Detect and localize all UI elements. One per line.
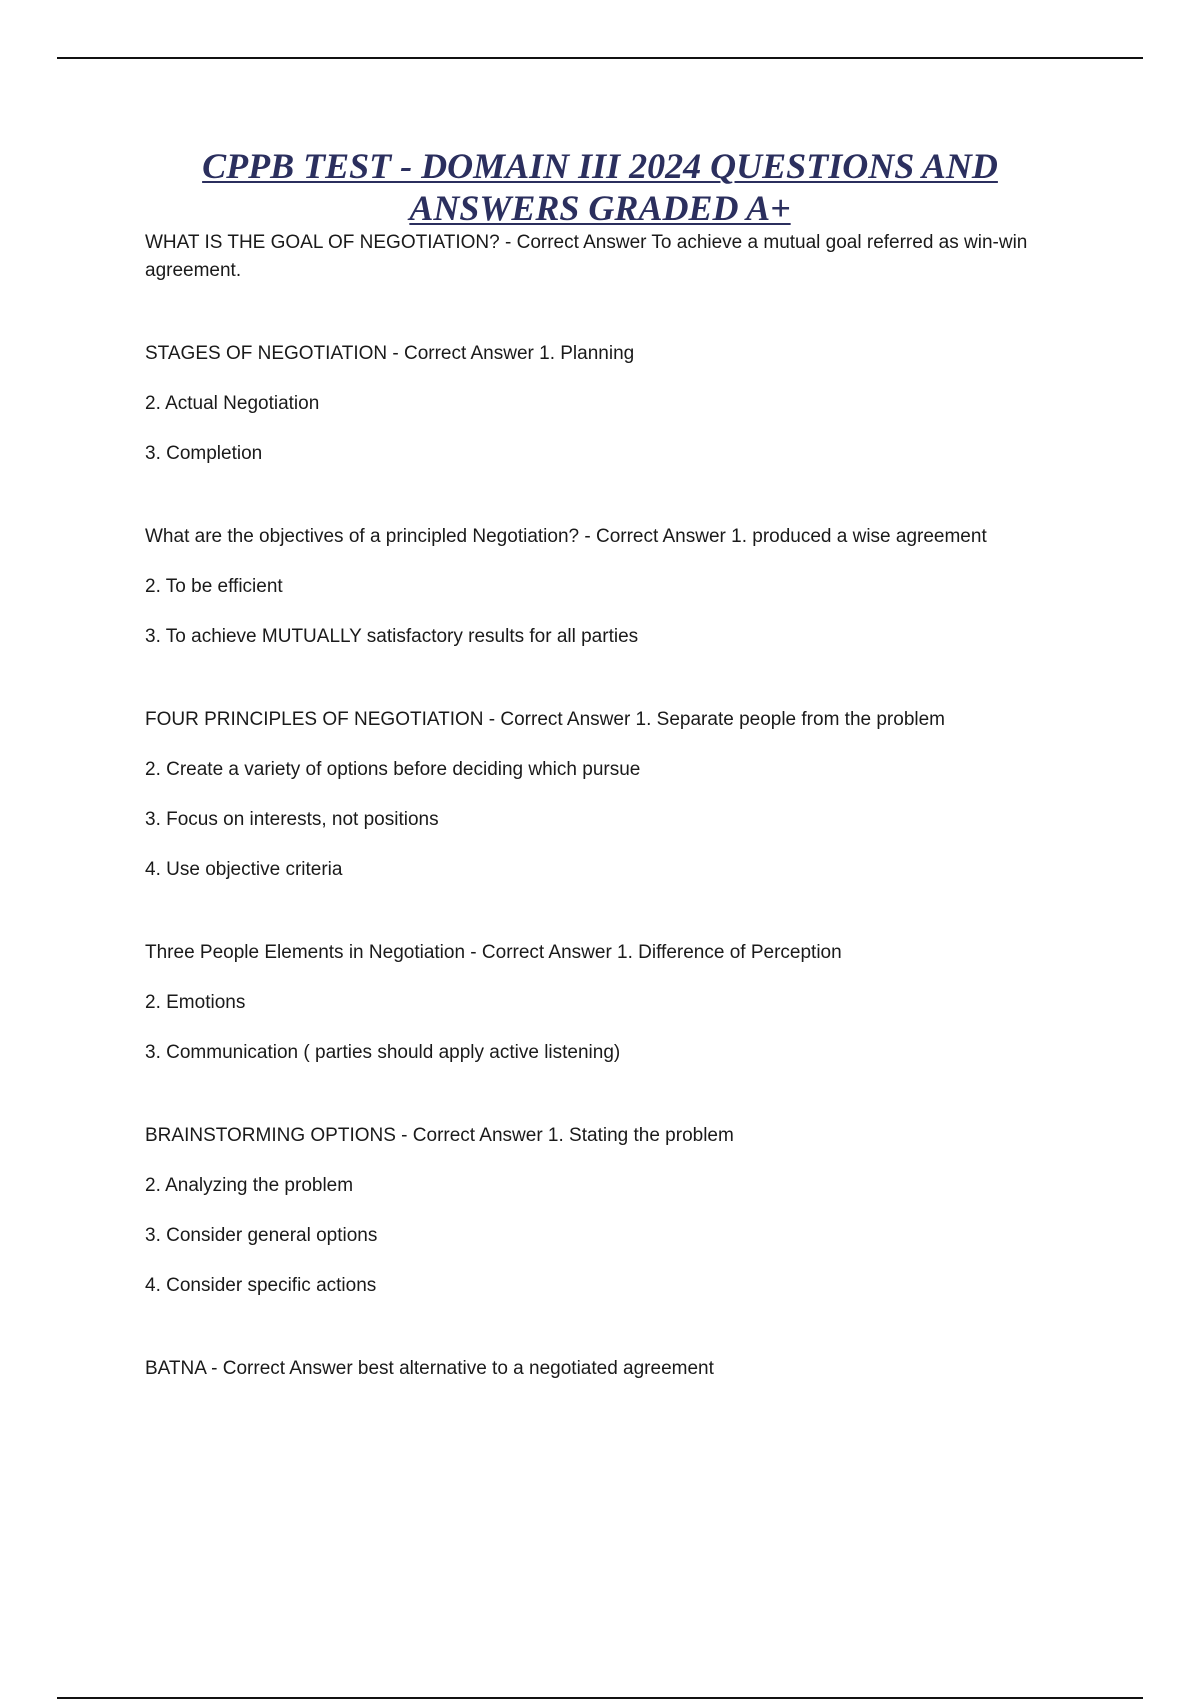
qa-line: 3. Communication ( parties should apply active listening) [145,1042,621,1063]
qa-line: 4. Consider specific actions [145,1275,377,1296]
qa-line: FOUR PRINCIPLES OF NEGOTIATION - Correct Answer 1. Separate people from the problem [145,709,946,730]
qa-line: Three People Elements in Negotiation - Correct Answer 1. Difference of Perception [145,942,842,963]
qa-list [145,229,1075,1438]
page-title-line-2: ANSWERS GRADED A+ [409,188,791,228]
qa-line: 4. Use objective criteria [145,859,343,880]
page-title-line-1: CPPB TEST - DOMAIN III 2024 QUESTIONS AND [202,146,998,186]
qa-line: STAGES OF NEGOTIATION - Correct Answer 1. Planning [145,343,635,364]
top-rule [57,57,1143,59]
qa-line: 2. To be efficient [145,576,283,597]
qa-item-brainstorming-options [145,1122,1075,1300]
qa-item-four-principles [145,706,1075,884]
qa-item-stages-of-negotiation [145,340,1075,468]
qa-item-goal-of-negotiation [145,229,1075,285]
qa-line: 3. To achieve MUTUALLY satisfactory results for all parties [145,626,639,647]
qa-item-three-people-elements [145,939,1075,1067]
qa-line: 2. Emotions [145,992,246,1013]
qa-line: 2. Create a variety of options before deciding which pursue [145,759,641,780]
qa-line: BATNA - Correct Answer best alternative to a negotiated agreement [145,1358,714,1379]
qa-line: 3. Consider general options [145,1225,378,1246]
qa-line: What are the objectives of a principled Negotiation? - Correct Answer 1. produced a wise agreement [145,526,987,547]
bottom-rule [57,1697,1143,1699]
qa-item-principled-negotiation-objectives [145,523,1075,651]
qa-line: 3. Completion [145,443,263,464]
page-title [0,145,1200,229]
qa-line: 2. Actual Negotiation [145,393,320,414]
qa-line: WHAT IS THE GOAL OF NEGOTIATION? - Correct Answer To achieve a mutual goal referred as win-win agreement. [145,232,1028,281]
qa-line: 2. Analyzing the problem [145,1175,354,1196]
qa-line: 3. Focus on interests, not positions [145,809,439,830]
qa-item-batna [145,1355,1075,1383]
qa-line: BRAINSTORMING OPTIONS - Correct Answer 1. Stating the problem [145,1125,734,1146]
